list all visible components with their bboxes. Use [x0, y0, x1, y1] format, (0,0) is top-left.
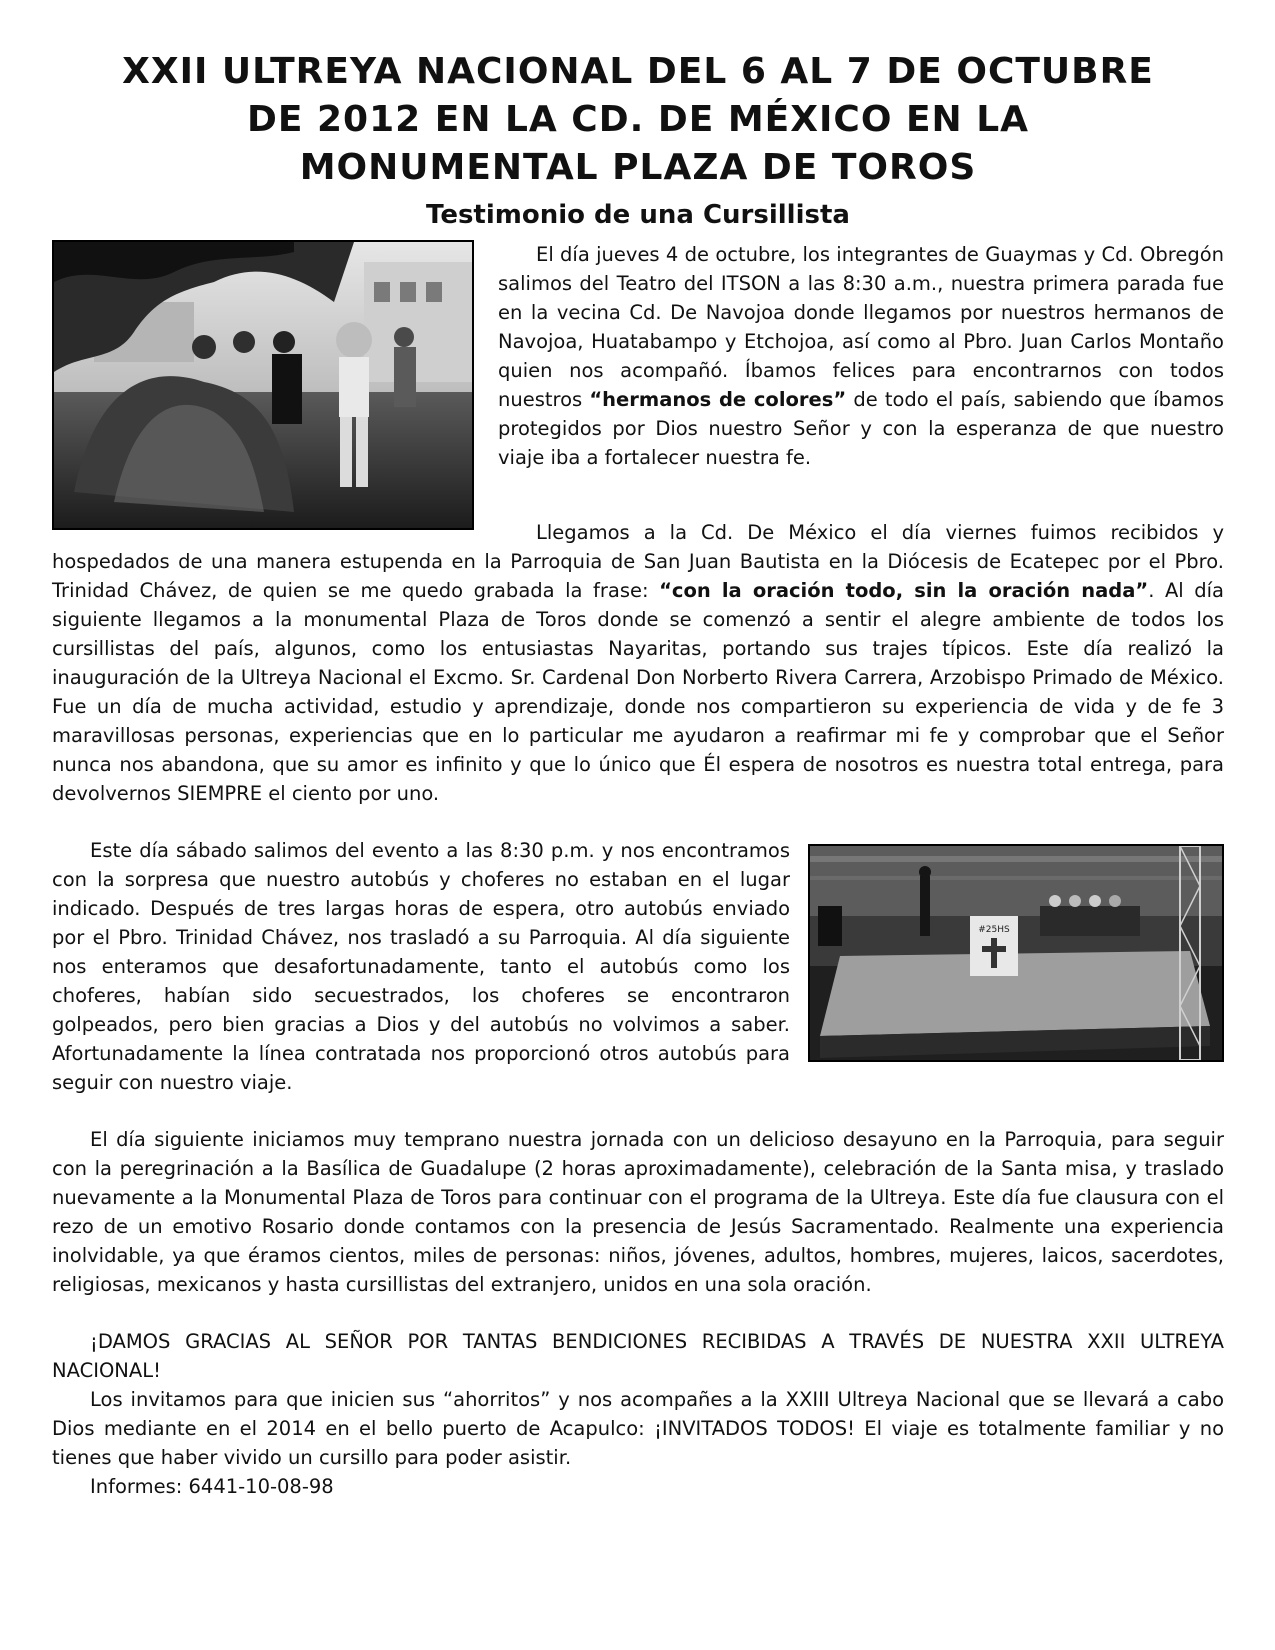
paragraph-4: El día siguiente iniciamos muy temprano nuestra jornada con un delicioso desayuno en la Parroquia, para seguir con la peregrinación a la Basílica de Guadalupe (2 horas aproximadamente), celebración de la Santa misa, y traslado nuevamente a la Monumental Plaza de Toros para continuar con el programa de la Ultreya. Este día fue clausura con el rezo de un emotivo Rosario donde contamos con la presencia de Jesús Sacramentado. Realmente una experiencia inolvidable, ya que éramos cientos, miles de personas: niños, jóvenes, adultos, hombres, mujeres, laicos, sacerdotes, religiosas, mexicanos y hasta cursillistas del extranjero, unidos en una sola oración.: [52, 1128, 1224, 1296]
paragraph-2-text-c: . Al día siguiente llegamos a la monumental Plaza de Toros donde se comenzó a sentir el alegre ambiente de todos los cursillistas del país, algunos, como los entusiastas Nayaritas, portando sus trajes típicos. Este día realizó la inauguración de la Ultreya Nacional el Excmo. Sr. Cardenal Don Norberto Rivera Carrera, Arzobispo Primado de México. Fue un día de mucha actividad, estudio y aprendizaje, donde nos compartieron su experiencia de vida y de fe 3 maravillosas personas, experiencias que en lo particular me ayudaron a reafirmar mi fe y comprobar que el Señor nunca nos abandona, que su amor es infinito y que lo único que Él espera de nosotros es nuestra total entrega, para devolvernos SIEMPRE el ciento por uno.: [52, 579, 1224, 805]
thanks-paragraph: ¡DAMOS GRACIAS AL SEÑOR POR TANTAS BENDICIONES RECIBIDAS A TRAVÉS DE NUESTRA XXII ULTREYA NACIONAL!: [52, 1330, 1224, 1382]
procession-photo-illustration: [54, 242, 472, 528]
stage-photo-illustration: [810, 846, 1222, 1060]
paragraph-1-text-c: de todo el país, sabiendo que íbamos protegidos por Dios nuestro Señor y con la esperanza de que nuestro viaje iba a fortalecer nuestra fe.: [498, 388, 1225, 469]
document-page: [52, 48, 1224, 1501]
paragraph-1-emphasis: “hermanos de colores”: [589, 388, 847, 411]
contact-line: Informes: 6441-10-08-98: [90, 1475, 334, 1498]
paragraph-2-quote: “con la oración todo, sin la oración nada”: [659, 579, 1149, 602]
procession-photo: [52, 240, 474, 530]
paragraph-1-text-a: El día jueves 4 de octubre, los integrantes de Guaymas y Cd. Obregón salimos del Teatro del ITSON a las 8:30 a.m., nuestra primera parada fue en la vecina Cd. De Navojoa donde llegamos por nuestros hermanos de Navojoa, Huatabampo y Etchojoa, así como al Pbro. Juan Carlos Montaño quien nos acompañó. Íbamos felices para encontrarnos con todos nuestros: [498, 243, 1224, 411]
page-title: XXII ULTREYA NACIONAL DEL 6 AL 7 DE OCTUBRE DE 2012 EN LA CD. DE MÉXICO EN LA MONUMENTAL PLAZA DE TOROS: [122, 51, 1154, 188]
paragraph-2: [52, 518, 1224, 808]
invitation-paragraph: Los invitamos para que inicien sus “ahorritos” y nos acompañes a la XXIII Ultreya Nacional que se llevará a cabo Dios mediante en el 2014 en el bello puerto de Acapulco: ¡INVITADOS TODOS! El viaje es totalmente familiar y no tienes que haber vivido un cursillo para poder asistir.: [52, 1388, 1224, 1469]
banner-text: #25HS: [978, 925, 1010, 935]
page-subtitle: Testimonio de una Cursillista: [426, 200, 850, 230]
paragraph-2-text-a: Llegamos a la Cd. De México el día viernes fuimos recibidos y hospedados de una manera estupenda en la Parroquia de San Juan Bautista en la Diócesis de Ecatepec por el Pbro. Trinidad Chávez, de quien se me quedo grabada la frase:: [52, 521, 1224, 602]
paragraph-3: Este día sábado salimos del evento a las 8:30 p.m. y nos encontramos con la sorpresa que nuestro autobús y choferes no estaban en el lugar indicado. Después de tres largas horas de espera, otro autobús enviado por el Pbro. Trinidad Chávez, nos trasladó a su Parroquia. Al día siguiente nos enteramos que desafortunadamente, tanto el autobús como los choferes, habían sido secuestrados, los choferes se encontraron golpeados, pero bien gracias a Dios y del autobús no volvimos a saber. Afortunadamente la línea contratada nos proporcionó otros autobús para seguir con nuestro viaje.: [52, 839, 790, 1094]
stage-photo: [808, 844, 1224, 1062]
